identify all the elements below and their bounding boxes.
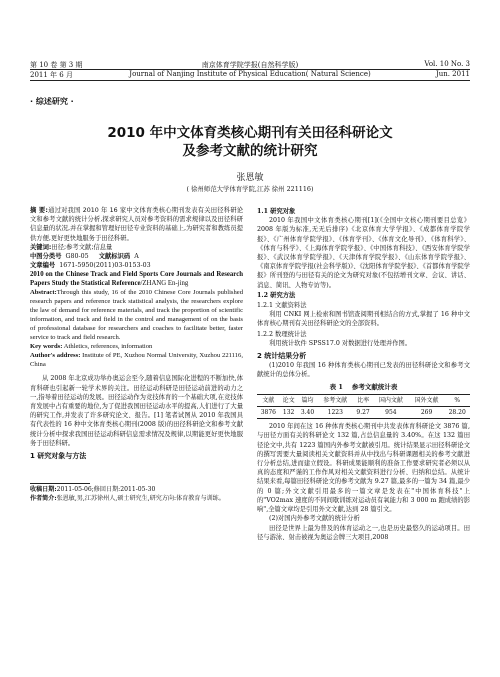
table-cell: 3876 [260, 409, 276, 417]
issue-date-en: Jun. 2011 [435, 70, 470, 78]
table-header-cell: 论文 [282, 396, 295, 404]
section-1-heading: 1 研究对象与方法 [30, 452, 87, 461]
section-1-2-1-heading: 1.2.1 文献资料法 [257, 302, 307, 310]
table-header-cell: 国内文献 [378, 396, 403, 404]
issue-date: 2011 年 6 月 [30, 71, 73, 79]
introduction-paragraph: 从 2008 年北京成功举办奥运会至今,随着信息国际化进程的不断加快,体育科研也引起新一轮学术界的关注。田径运动科研是田径运动前进的动力之一,指导着田径运动的发展。田径运动作为竞技体育的一个基础大项,在竞技体育发展中占有重要的地位,为了促进我国田径运动水平的提高,人们进行了大量的研究工作,并发表了许多研究论文、报告。[1] 笔者试图从 2010 年我国具有代表性的 16 种中文体育类核心期刊(2008 版)的田径科研论文和参考文献统计分析中探求我国田径运动科研信息需求情况及规律,以期能更好更快地服务于田径科研。 [30, 375, 243, 447]
table-cell: 9.27 [356, 409, 370, 417]
footnote-author: 作者简介:张恩敏,男,江苏徐州人,硕士研究生,研究方向:体育教育与训练。 [30, 494, 225, 502]
paper-title-line-2: 及参考文献的统计研究 [182, 143, 318, 159]
footnote-rule [30, 483, 90, 484]
table-header-cell: 篇均 [301, 396, 314, 404]
author-affiliation: ( 徐州师范大学体育学院,江苏 徐州 221116) [186, 185, 314, 193]
journal-name-cn: 南京体育学院学报(自然科学版) [201, 61, 299, 69]
right-column [257, 206, 470, 542]
table-cell: 1223 [327, 409, 343, 417]
table-cell: 269 [420, 409, 433, 417]
volume-issue: 第 10 卷 第 3 期 [30, 61, 83, 69]
section-1-2-2-heading: 1.2.2 数理统计法 [257, 330, 307, 338]
table-cell: 132 [282, 409, 295, 417]
table-header-cell: 国外文献 [414, 396, 439, 404]
section-2-heading: 2 统计结果分析 [257, 352, 307, 361]
section-1-2-1-text: 利用 CNKI 网上检索和图书馆查阅期刊相结合的方式,掌握了 16 种中文体育核心期刊有关田径科研论文的全部资料。 [257, 311, 470, 328]
left-column [30, 206, 243, 503]
abstract-cn: 摘 要:通过对我国 2010 年 16 家中文体育类核心期刊发表有关田径科研论文和参考文献的统计分析,探求研究人员对参考资料的需求规律以及田径科研信息量的状况,并在掌握和管理好田径专业资料的基础上,为研究者和教练员提供方便,更好更快地服务于田径科研。 [30, 207, 243, 242]
table-row [257, 407, 470, 419]
section-2-analysis: 2010 年间在这 16 种体育类核心期刊中共发表体育科研论文 3876 篇,与田径方面有关的科研论文 132 篇,占总信息量的 3.40%。在这 132 篇田径论文中,共有 1223 篇国内外参考文献被引用。统计结果显示田径科研论文的撰写需要大量阅读相关文献资料并从中找出与科研课题相关的参考文献进行分析总结,进而建立假设。科研成果能顺利的准备工作要求研究者必须以从真的态度和严谨的工作作风对相关文献资料进行分析、归纳和总结。从统计结果来看,每篇田径科研论文的参考文献为 9.27 篇,最多的一篇为 34 篇,最少的 0 篇;外文文献引用最多的一篇文章是发表在"中国体育科技"上的"VO2max 速度的不同间歇训练对运动员有氧能力和 3 000 m 跑成绩的影响",全篇文章均是引用外文文献,达到 28 篇引文。 [257, 423, 470, 514]
column-tag: · 综述研究 · [30, 97, 74, 106]
table-header-row [257, 394, 470, 406]
author-address-en: Author's address: Institute of PE, Xuzhou Normal University, Xuzhou 221116, China [30, 352, 243, 369]
header-rule-bottom [30, 80, 470, 81]
section-1-2-2-text: 利用统计软件 SPSS17.0 对数据进行处理并作图。 [269, 339, 412, 347]
table-cell: 28.20 [448, 409, 466, 417]
keywords-en: Key words: Athletics, references, information [30, 343, 153, 351]
paper-title-line-1: 2010 年中文体育类核心期刊有关田径科研论文 [107, 125, 393, 141]
english-title: 2010 on the Chinese Track and Field Sports Core Journals and Research Papers Study the Statistical Reference/ZHANG En-jing [30, 271, 243, 288]
section-1-2-heading: 1.2 研究方法 [257, 291, 296, 299]
abstract-en: Abstract:Through this study, 16 of the 2010 Chinese Core Journals published research papers and reference track statistical analysis, the researchers explore the law of demand for reference materials, and track the proportion of scientific information, and track and field in the control and management of on the basis of professional database for researchers and coaches to facilitate better, faster service to track and field research. [30, 289, 243, 342]
volume-issue-en: Vol. 10 No. 3 [424, 60, 470, 68]
section-2-continued: 田径是世界上最为普及的体育运动之一,也是历史最悠久的运动项目。田径与游泳、射击被视为奥运会牌三大项目,2008 [257, 524, 470, 541]
table-header-cell: 比率 [357, 396, 370, 404]
reference-stats-table [257, 394, 470, 419]
article-number: 文章编号 1671-5950(2011)03-0153-03 [30, 262, 151, 270]
section-1-1-heading: 1.1 研究对象 [257, 208, 296, 215]
table-header-cell: 参考文献 [323, 396, 348, 404]
classification-line: 中图分类号 G80-05 文献标识码 A [30, 253, 139, 261]
table-cell: 3.40 [300, 409, 315, 417]
section-1-1-text: 2010 年我国中文体育类核心期刊[1](《全国中文核心期刊要目总览》2008 年版为标准,无无后排序)《北京体育大学学报》、《成都体育学院学报》、《广州体育学院学报》、《体育学刊》、《体育文化导刊》、《体育科学》、《体育与科学》、《上海体育学院学报》、《中国体育科技》、《西安体育学院学报》、《武汉体育学院学报》、《天津体育学院学报》、《山东体育学院学报》、《南京体育学院学报(社会科学版)》、《沈阳体育学院学报》、《首都体育学院学报》所刊登的与田径有关的论文为研究对象(不包括增刊文章、会议、讲话、消息、简讯、人物专访等)。 [257, 217, 470, 289]
table-header-cell: % [454, 396, 461, 404]
keywords-cn: 关键词:田径;参考文献;信息量 [30, 243, 113, 251]
table-cell: 954 [385, 409, 397, 417]
footnote-received: 收稿日期:2011-05-06;修回日期:2011-05-30 [30, 486, 156, 494]
section-2-intro: (1)2010 年我国 16 种体育类核心期刊已发表的田径科研论文和参考文献统计的总体分析。 [257, 362, 470, 379]
table-1-caption: 表 1 参考文献统计表 [329, 382, 398, 391]
journal-name-en: Journal of Nanjing Institute of Physical Education( Natural Science) [129, 70, 371, 78]
table-header-cell: 文献 [262, 396, 275, 404]
author-name: 张恩敏 [236, 173, 264, 183]
section-2-subheading: (2)对国内外参考文献的统计分析 [269, 515, 360, 523]
